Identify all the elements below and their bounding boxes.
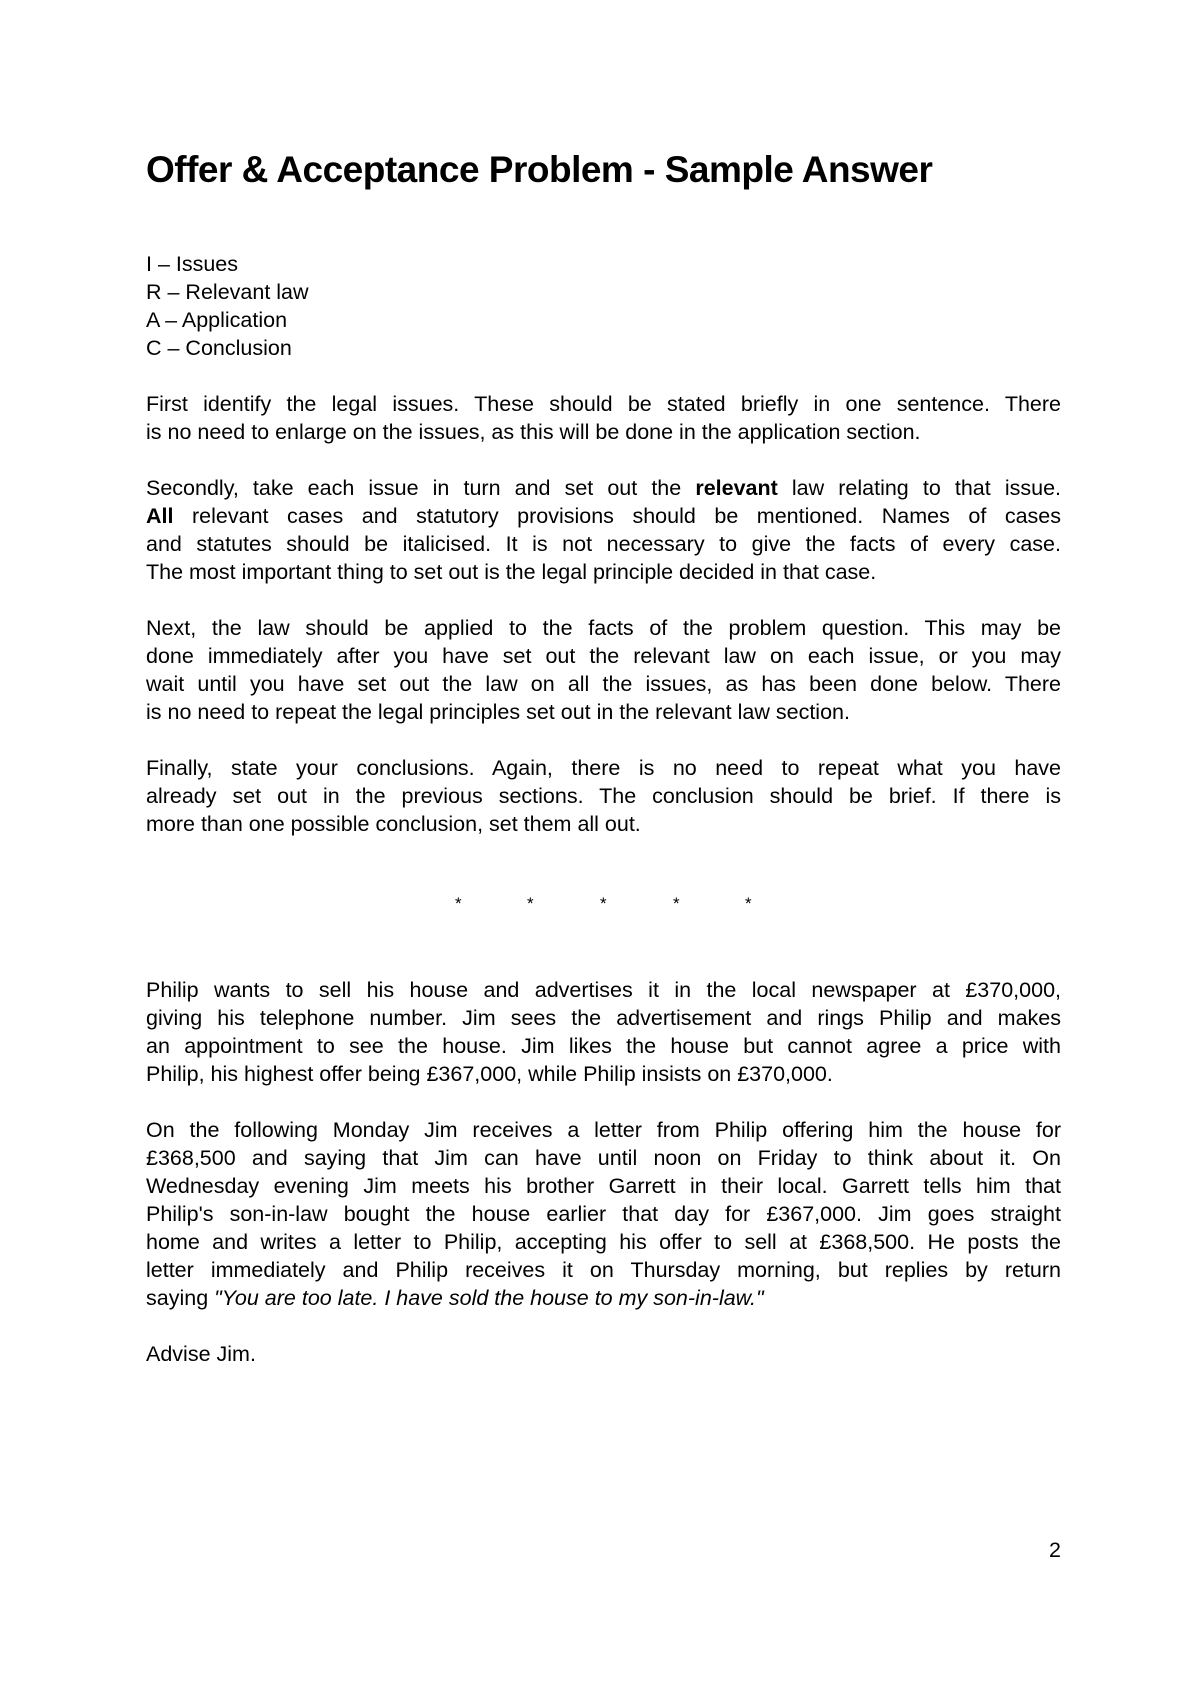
separator-asterisk: * — [600, 894, 607, 913]
problem-paragraph-2 — [146, 1116, 1061, 1312]
paragraph-line: giving his telephone number. Jim sees the advertisement and rings Philip and makes — [146, 1006, 1061, 1030]
paragraph-line: Advise Jim. — [146, 1342, 256, 1366]
paragraph-line: First identify the legal issues. These should be stated briefly in one sentence. There — [146, 392, 1061, 416]
separator-asterisk: * — [745, 894, 752, 913]
separator-asterisk: * — [673, 894, 680, 913]
paragraph-line — [146, 1284, 1061, 1312]
paragraph-line — [146, 474, 1061, 502]
problem-paragraph-1 — [146, 976, 1061, 1088]
paragraph-line: is no need to enlarge on the issues, as this will be done in the application section. — [146, 420, 921, 444]
paragraph-application — [146, 614, 1061, 726]
bold-word-relevant: relevant — [695, 476, 778, 500]
text-run: saying — [146, 1286, 215, 1310]
page-number: 2 — [1049, 1538, 1061, 1562]
irac-list — [146, 250, 309, 362]
paragraph-line: Wednesday evening Jim meets his brother Garrett in their local. Garrett tells him that — [146, 1174, 1061, 1198]
text-run: relevant cases and statutory provisions should be mentioned. Names of cases — [173, 504, 1061, 528]
paragraph-line: Philip wants to sell his house and advertises it in the local newspaper at £370,000, — [146, 978, 1061, 1002]
paragraph-issues — [146, 390, 1061, 446]
irac-item-relevant-law: R – Relevant law — [146, 280, 309, 304]
paragraph-line: Next, the law should be applied to the facts of the problem question. This may be — [146, 616, 1061, 640]
separator-asterisk: * — [527, 894, 534, 913]
paragraph-line — [146, 502, 1061, 530]
paragraph-line: £368,500 and saying that Jim can have until noon on Friday to think about it. On — [146, 1146, 1061, 1170]
paragraph-relevant-law — [146, 474, 1061, 586]
paragraph-line: Philip's son-in-law bought the house earlier that day for £367,000. Jim goes straight — [146, 1202, 1061, 1226]
paragraph-line: Finally, state your conclusions. Again, there is no need to repeat what you have — [146, 756, 1061, 780]
separator-asterisk: * — [455, 894, 462, 913]
paragraph-line: home and writes a letter to Philip, accepting his offer to sell at £368,500. He posts the — [146, 1230, 1061, 1254]
paragraph-line: done immediately after you have set out the relevant law on each issue, or you may — [146, 644, 1061, 668]
paragraph-line: and statutes should be italicised. It is not necessary to give the facts of every case. — [146, 532, 1061, 556]
bold-word-all: All — [146, 504, 174, 528]
paragraph-line: Philip, his highest offer being £367,000, while Philip insists on £370,000. — [146, 1062, 833, 1086]
irac-item-issues: I – Issues — [146, 252, 239, 276]
paragraph-line: wait until you have set out the law on all the issues, as has been done below. There — [146, 672, 1061, 696]
paragraph-conclusion — [146, 754, 1061, 838]
paragraph-line: is no need to repeat the legal principles set out in the relevant law section. — [146, 700, 850, 724]
paragraph-line: more than one possible conclusion, set them all out. — [146, 812, 641, 836]
paragraph-line: letter immediately and Philip receives it on Thursday morning, but replies by return — [146, 1258, 1061, 1282]
question-line — [146, 1340, 1061, 1368]
paragraph-line: On the following Monday Jim receives a letter from Philip offering him the house for — [146, 1118, 1061, 1142]
document-title: Offer & Acceptance Problem - Sample Answer — [146, 149, 933, 190]
italic-quote: "You are too late. I have sold the house to my son-in-law." — [214, 1286, 764, 1310]
irac-item-conclusion: C – Conclusion — [146, 336, 292, 360]
paragraph-line: already set out in the previous sections. The conclusion should be brief. If there is — [146, 784, 1061, 808]
text-run: law relating to that issue. — [777, 476, 1061, 500]
paragraph-line: The most important thing to set out is the legal principle decided in that case. — [146, 560, 877, 584]
text-run: Secondly, take each issue in turn and set out the — [146, 476, 696, 500]
paragraph-line: an appointment to see the house. Jim likes the house but cannot agree a price with — [146, 1034, 1061, 1058]
irac-item-application: A – Application — [146, 308, 288, 332]
